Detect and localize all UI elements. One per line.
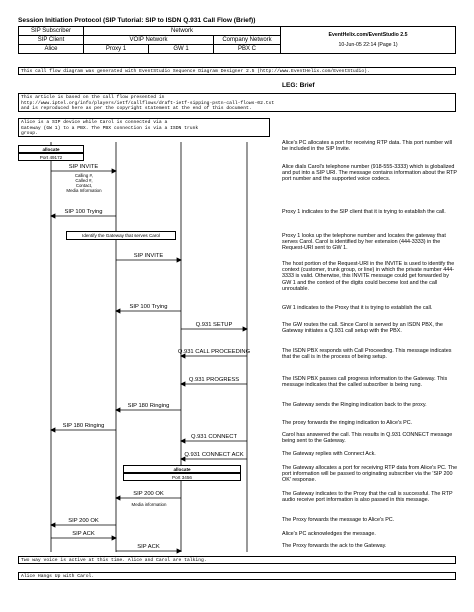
arrow-head [243,327,247,331]
message-label: SIP ACK [137,544,160,550]
arrow-head [177,258,181,262]
step-note: The ISDN PBX passes call progress information to the Gateway. This message indicates that the called subscriber is being rung. [282,376,448,389]
arrow-head [181,439,185,443]
entity-gw-1: GW 1 [148,44,214,54]
step-note: The Proxy forwards the ack to the Gateway. [282,543,387,549]
step-note: Proxy 1 looks up the telephone number and locates the gateway that serves Carol. Carol is identified by her extension (444-3333) in the Request-URI sent to GW 1. [282,233,446,252]
step-note: The Gateway indicates to the Proxy that the call is successful. The RTP audio receive port information is also passed in this message. [282,491,453,504]
sip-client-header: SIP Client [18,35,84,45]
message-label: SIP 200 OK [133,491,164,497]
message-label: SIP INVITE [68,164,99,170]
step-note: Alice dials Carol's telephone number (918-555-3333) which is globalized and put into a SIP URI. The message contains information about the RTP port number and the supported voice codecs. [282,164,457,183]
page-date: 10-Jun-05 22:14 (Page 1) [338,42,398,48]
step-note: The Proxy forwards the message to Alice's PC. [282,517,395,523]
step-note: Carol has answered the call. This results in Q.931 CONNECT message being sent to the Gateway. [282,432,453,445]
message-label: Q.931 CALL PROCEEDING [177,349,251,355]
network-header: Network [83,26,281,36]
arrow-head [116,408,120,412]
leg-title: LEG: Brief [282,82,315,89]
arrow-head [112,169,116,173]
site-name: EventHelix.com/EventStudio 2.5 [328,32,408,38]
ok-media-info: Media information [131,502,167,507]
message-label: Q.931 SETUP [195,322,233,328]
step-note: The proxy forwards the ringing indication to Alice's PC. [282,420,413,426]
allocate-box-2: allocate [123,465,241,473]
step-note: The ISDN PBX responds with Call Proceeding. This message indicates that the call is in the process of being setup. [282,348,452,361]
voip-network-header: VOIP Network [83,35,214,45]
identify-gateway-box: Identify the Gateway that serves Carol [66,231,176,240]
voice-active-note: Two way voice is active at this time. Alice and Carol are talking. [18,556,456,564]
hang-up-note: Alice Hangs Up with Carol. [18,572,456,580]
sip-subscriber-header: SIP Subscriber [18,26,84,36]
step-note: The Gateway sends the Ringing indication back to the proxy. [282,402,427,408]
message-label: SIP 180 Ringing [127,403,170,409]
company-network-header: Company Network [213,35,281,45]
message-label: SIP 100 Trying [129,304,168,310]
step-note: The Gateway allocates a port for receiving RTP data from Alice's PC. The port information will be passed to originating subscriber via the 'SIP 200 OK' response. [282,465,458,484]
message-label: SIP 200 OK [68,518,99,524]
device-note: Alice is a SIP device while Carol is connected via a Gateway (GW 1) to a PBX. The PBX connection is via a ISDN trunk group. [18,118,270,137]
message-label: Q.931 PROGRESS [188,377,240,383]
generator-banner: This call flow diagram was generated with EventStudio Sequence Diagram Designer 2.5 (http://www.EventHelix.com/EventStudio). [18,67,456,75]
step-note: Alice's PC allocates a port for receiving RTP data. This port number will be included in the SIP Invite. [282,140,453,153]
step-note: GW 1 indicates to the Proxy that it is trying to establish the call. [282,305,433,311]
message-label: Q.931 CONNECT ACK [184,452,244,458]
arrow-head [116,496,120,500]
message-label: SIP ACK [72,531,95,537]
entity-alice: Alice [18,44,84,54]
step-note: Proxy 1 indicates to the SIP client that it is trying to establish the call. [282,209,446,215]
arrow-head [51,214,55,218]
page-title: Session Initiation Protocol (SIP Tutorial: SIP to ISDN Q.931 Call Flow (Brief)) [18,17,256,24]
message-label: SIP INVITE [133,253,164,259]
allocate-box-1: allocate [18,145,84,153]
allocate-port-1: Port 49172 [18,153,84,161]
arrow-head [51,428,55,432]
arrow-head [51,523,55,527]
arrow-head [112,536,116,540]
message-label: Q.931 CONNECT [190,434,238,440]
arrow-head [177,549,181,553]
message-label: SIP 180 Ringing [62,423,105,429]
invite-info: Calling #, Called #, Contact, Media Information [66,173,102,193]
step-note: The GW routes the call. Since Carol is served by an ISDN PBX, the Gateway initiates a Q.931 call setup with the PBX. [282,322,443,335]
message-label: SIP 100 Trying [64,209,103,215]
allocate-port-2: Port 3456 [123,473,241,481]
entity-pbx-c: PBX C [213,44,281,54]
arrow-head [181,382,185,386]
step-note: The host portion of the Request-URI in the INVITE is used to identify the context (customer, trunk group, or line) in which the private number 444-3333 is valid. Otherwise, this INVITE message could get forwarded by GW 1 and the context of the digits could become lost and the call unroutable. [282,261,455,292]
arrow-head [116,309,120,313]
step-note: The Gateway replies with Connect Ack. [282,451,376,457]
entity-proxy-1: Proxy 1 [83,44,149,54]
article-note: This article is based on the call flow presented in http://www.iptel.org/info/players/ietf/callflows/draft-ietf-sipping-pstn-call-flows-02.txt and is reproduced here as per the copyright statement at the end of this document. [18,93,456,112]
step-note: Alice's PC acknowledges the message. [282,531,376,537]
